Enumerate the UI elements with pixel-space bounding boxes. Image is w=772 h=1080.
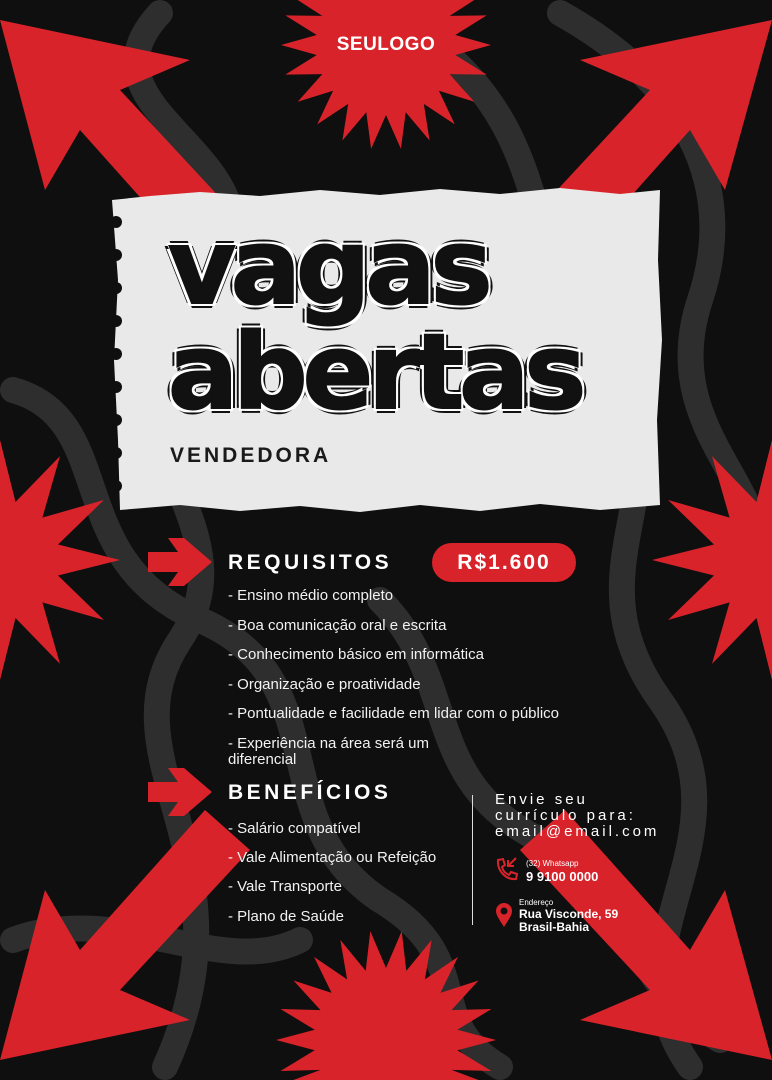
phone-label: (32) Whatsapp [526,859,579,868]
requirement-item: - Ensino médio completo [228,587,394,604]
benefit-item: - Salário compatível [228,820,361,837]
divider [472,795,473,925]
benefit-item: - Plano de Saúde [228,908,344,925]
requirement-item: - Boa comunicação oral e escrita [228,617,447,634]
phone-icon [494,856,518,882]
logo: SEULOGO [336,34,436,55]
starburst-right [652,440,772,680]
salary-badge: R$1.600 [432,543,576,582]
requirement-item: - Pontualidade e facilidade em lidar com o público [228,705,560,722]
arrow-bottom-left-icon [0,810,250,1060]
requirement-item: - Conhecimento básico em informática [228,646,484,663]
title-line-1: vagas [168,206,488,328]
requirements-heading: REQUISITOS [228,551,393,574]
benefits-heading: BENEFÍCIOS [228,781,392,804]
phone-number[interactable]: 9 9100 0000 [526,869,599,884]
starburst-left [0,440,120,680]
email[interactable]: email@email.com [495,823,660,840]
title-line-2: abertas [168,311,582,433]
job-role: VENDEDORA [170,444,332,467]
benefit-item: - Vale Alimentação ou Refeição [228,849,437,866]
benefit-item: - Vale Transporte [228,878,342,895]
address-label: Endereço [519,898,554,907]
requirement-item: - Experiência na área será um diferencial [228,735,429,768]
address-line-1: Rua Visconde, 59 [519,907,619,921]
send-cv-line-1: Envie seu [495,791,588,808]
address-line-2: Brasil-Bahia [519,920,590,934]
send-cv-text [495,792,659,840]
address [519,908,618,934]
location-pin-icon [495,902,513,928]
requirement-item: - Organização e proatividade [228,676,421,693]
arrow-bottom-right-icon [520,810,772,1060]
send-cv-line-2: currículo para: [495,807,636,824]
